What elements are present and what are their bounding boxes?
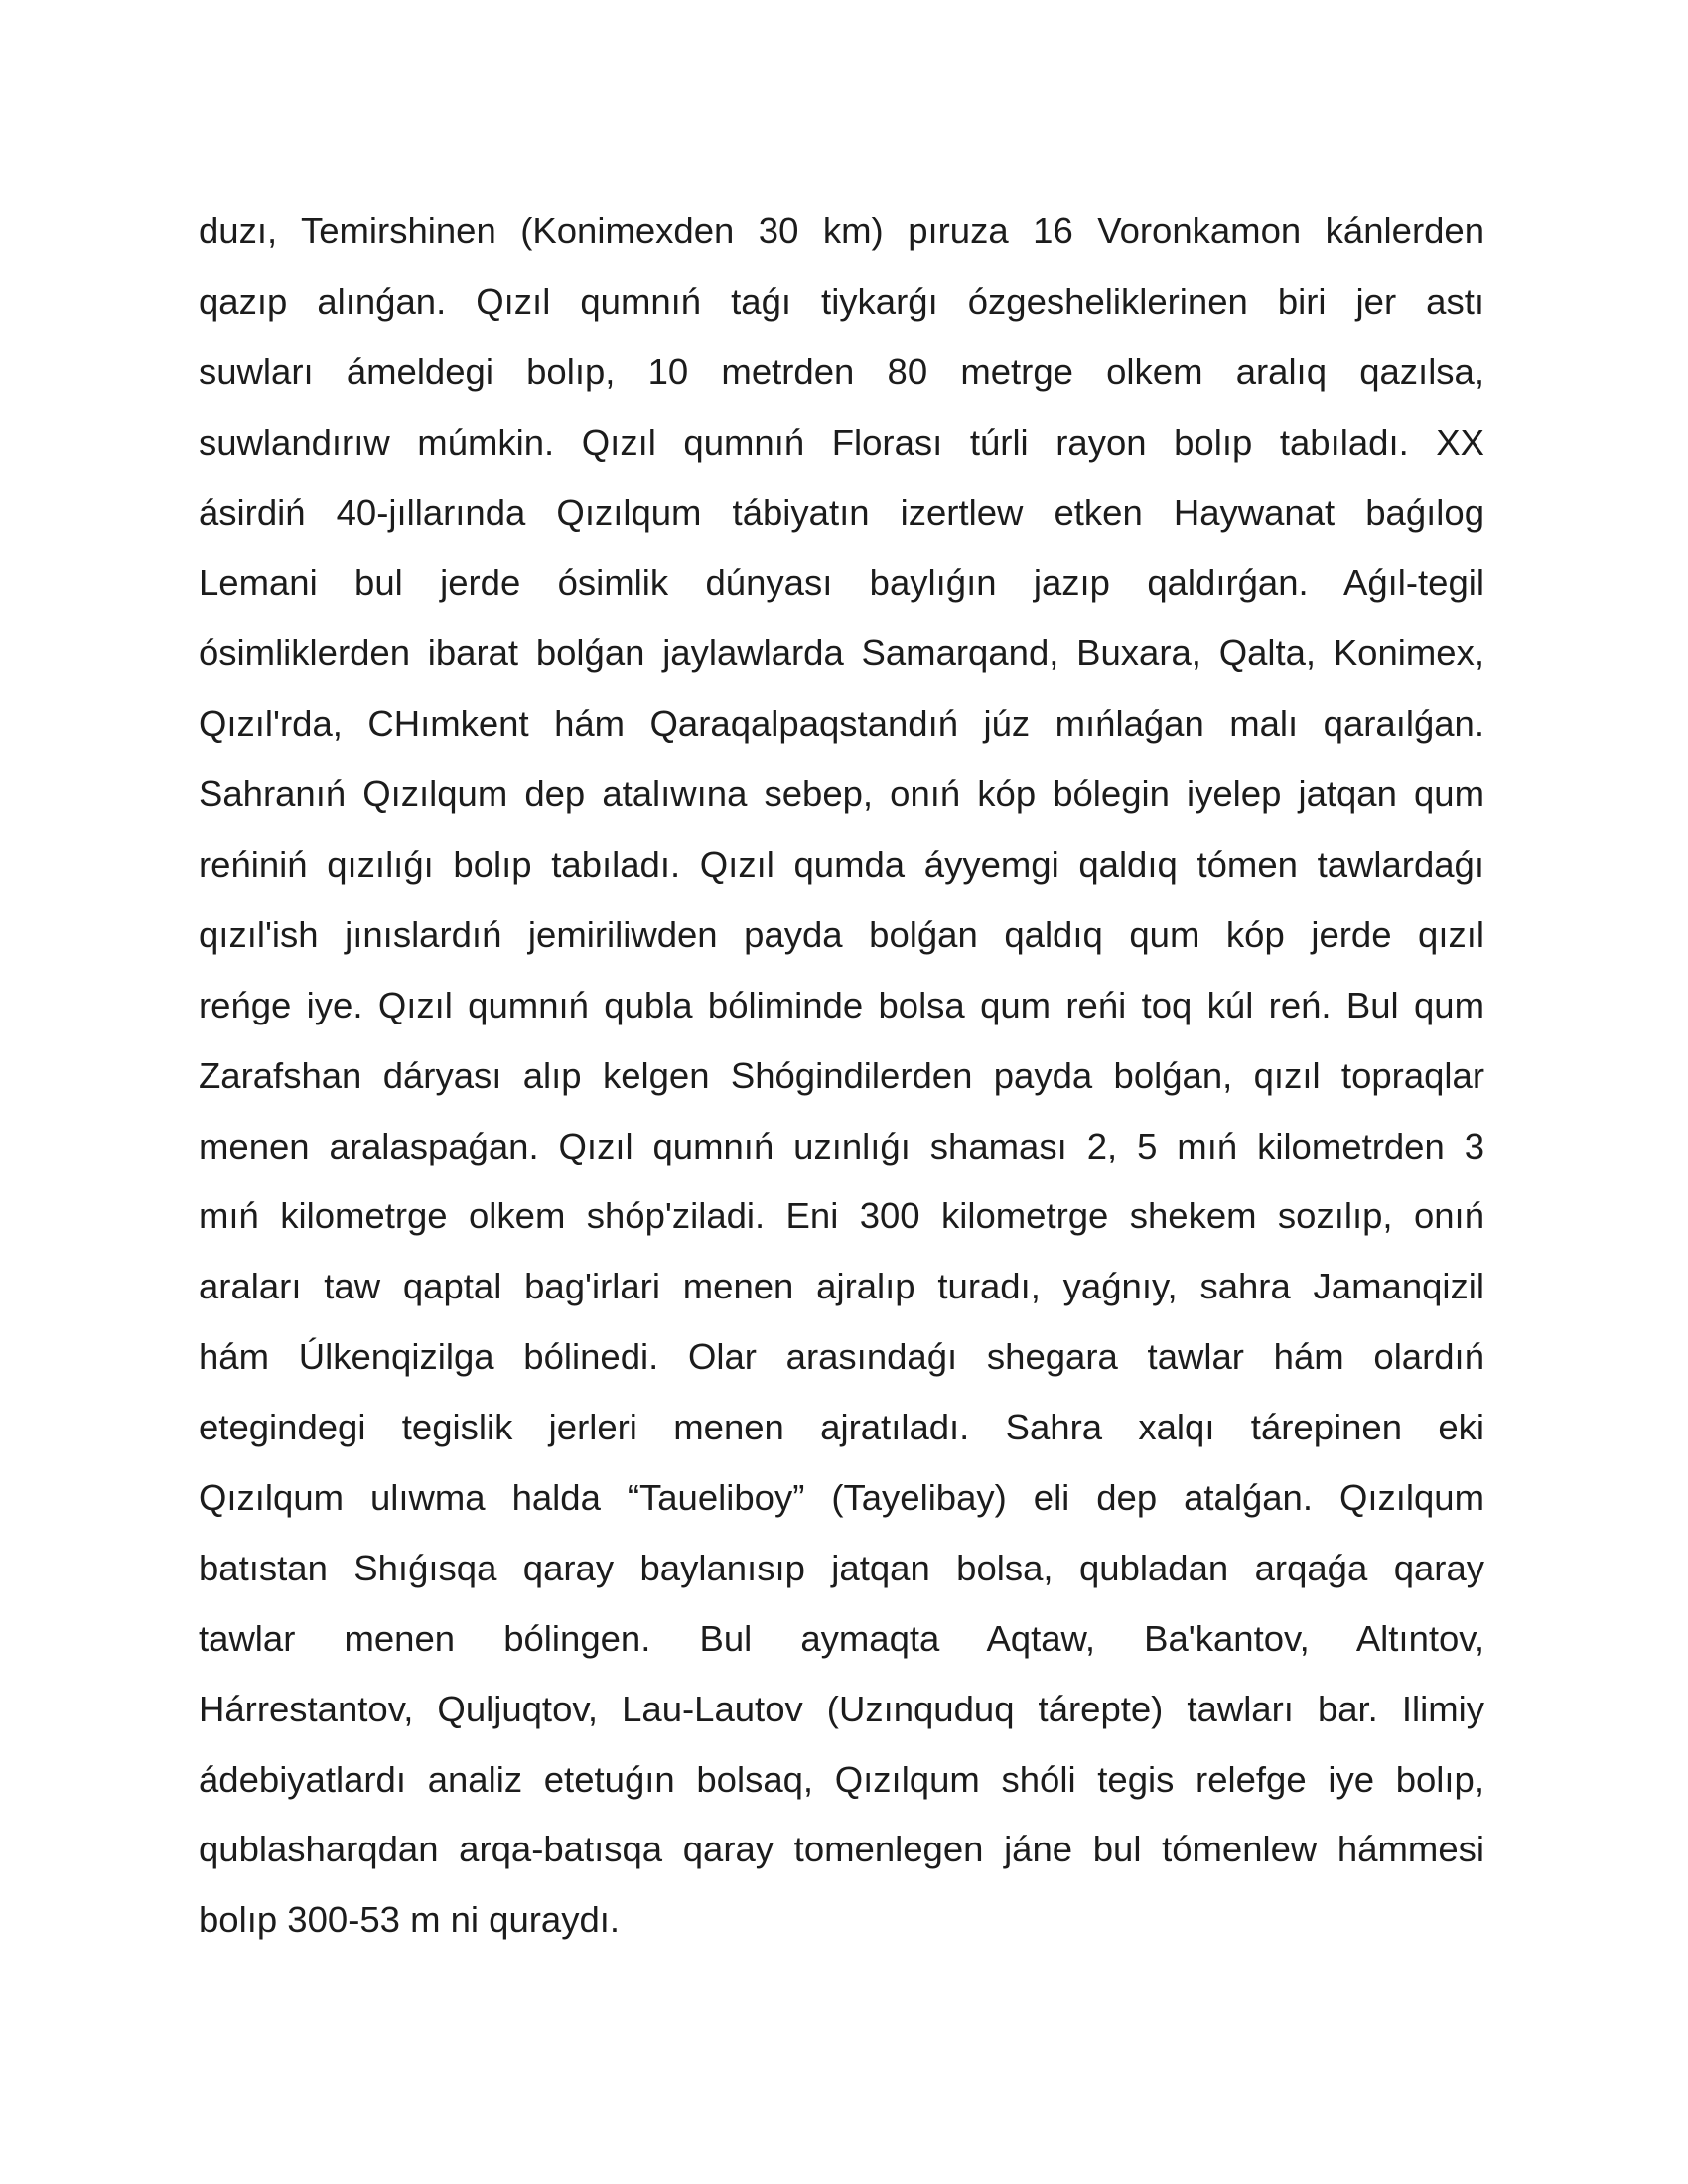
text-line: Lemani bul jerde ósimlik dúnyası baylıǵın jazıp qaldırǵan. Aǵıl-tegil [199, 562, 1484, 604]
text-line: hám Úlkenqizilga bólinedi. Olar arasındaǵı shegara tawlar hám olardıń [199, 1336, 1484, 1378]
text-line: reńiniń qızılıǵı bolıp tabıladı. Qızıl qumda áyyemgi qaldıq tómen tawlardaǵı [199, 844, 1484, 886]
text-line: reńge iye. Qızıl qumnıń qubla bóliminde bolsa qum reńi toq kúl reń. Bul qum [199, 984, 1484, 1025]
text-line: Hárrestantov, Quljuqtov, Lau-Lautov (Uzınquduq tárepte) tawları bar. Ilimiy [199, 1688, 1484, 1729]
text-line: suwlandırıw múmkin. Qızıl qumnıń Florası túrli rayon bolıp tabıladı. XX [199, 421, 1484, 463]
text-line: Qızıl'rda, CHımkent hám Qaraqalpaqstandıń júz mıńlaǵan malı qaraılǵan. [199, 703, 1484, 745]
body-paragraph [199, 197, 1484, 1956]
text-line: ósimliklerden ibarat bolǵan jaylawlarda Samarqand, Buxara, Qalta, Konimex, [199, 632, 1484, 674]
text-line: duzı, Temirshinen (Konimexden 30 km) pıruza 16 Voronkamon kánlerden [199, 210, 1484, 251]
text-line: qublasharqdan arqa-batısqa qaray tomenlegen jáne bul tómenlew hámmesi [199, 1829, 1484, 1870]
text-line: tawlar menen bólingen. Bul aymaqta Aqtaw, Ba'kantov, Altıntov, [199, 1617, 1484, 1659]
text-line: Zarafshan dáryası alıp kelgen Shógindilerden payda bolǵan, qızıl topraqlar [199, 1054, 1484, 1096]
text-line: etegindegi tegislik jerleri menen ajratıladı. Sahra xalqı tárepinen eki [199, 1407, 1484, 1448]
text-line: qazıp alınǵan. Qızıl qumnıń taǵı tiykarǵı ózgesheliklerinen biri jer astı [199, 280, 1484, 322]
text-line: suwları ámeldegi bolıp, 10 metrden 80 metrge olkem aralıq qazılsa, [199, 350, 1484, 392]
text-line: ádebiyatlardı analiz etetuǵın bolsaq, Qızılqum shóli tegis relefge iye bolıp, [199, 1758, 1484, 1800]
text-line: araları taw qaptal bag'irlari menen ajralıp turadı, yaǵnıy, sahra Jamanqizil [199, 1266, 1484, 1307]
text-line: Sahranıń Qızılqum dep atalıwına sebep, onıń kóp bólegin iyelep jatqan qum [199, 773, 1484, 815]
text-line-last: bolıp 300-53 m ni quraydı. [199, 1899, 621, 1941]
text-line: qızıl'ish jınıslardıń jemiriliwden payda bolǵan qaldıq qum kóp jerde qızıl [199, 913, 1484, 955]
text-line: ásirdiń 40-jıllarında Qızılqum tábiyatın izertlew etken Haywanat baǵılog [199, 491, 1484, 533]
text-line: mıń kilometrge olkem shóp'ziladi. Eni 300 kilometrge shekem sozılıp, onıń [199, 1195, 1484, 1237]
text-line: batıstan Shıǵısqa qaray baylanısıp jatqan bolsa, qubladan arqaǵa qaray [199, 1547, 1484, 1588]
text-line: Qızılqum ulıwma halda “Taueliboy” (Tayelibay) eli dep atalǵan. Qızılqum [199, 1477, 1484, 1519]
text-line: menen aralaspaǵan. Qızıl qumnıń uzınlıǵı shaması 2, 5 mıń kilometrden 3 [199, 1125, 1484, 1166]
